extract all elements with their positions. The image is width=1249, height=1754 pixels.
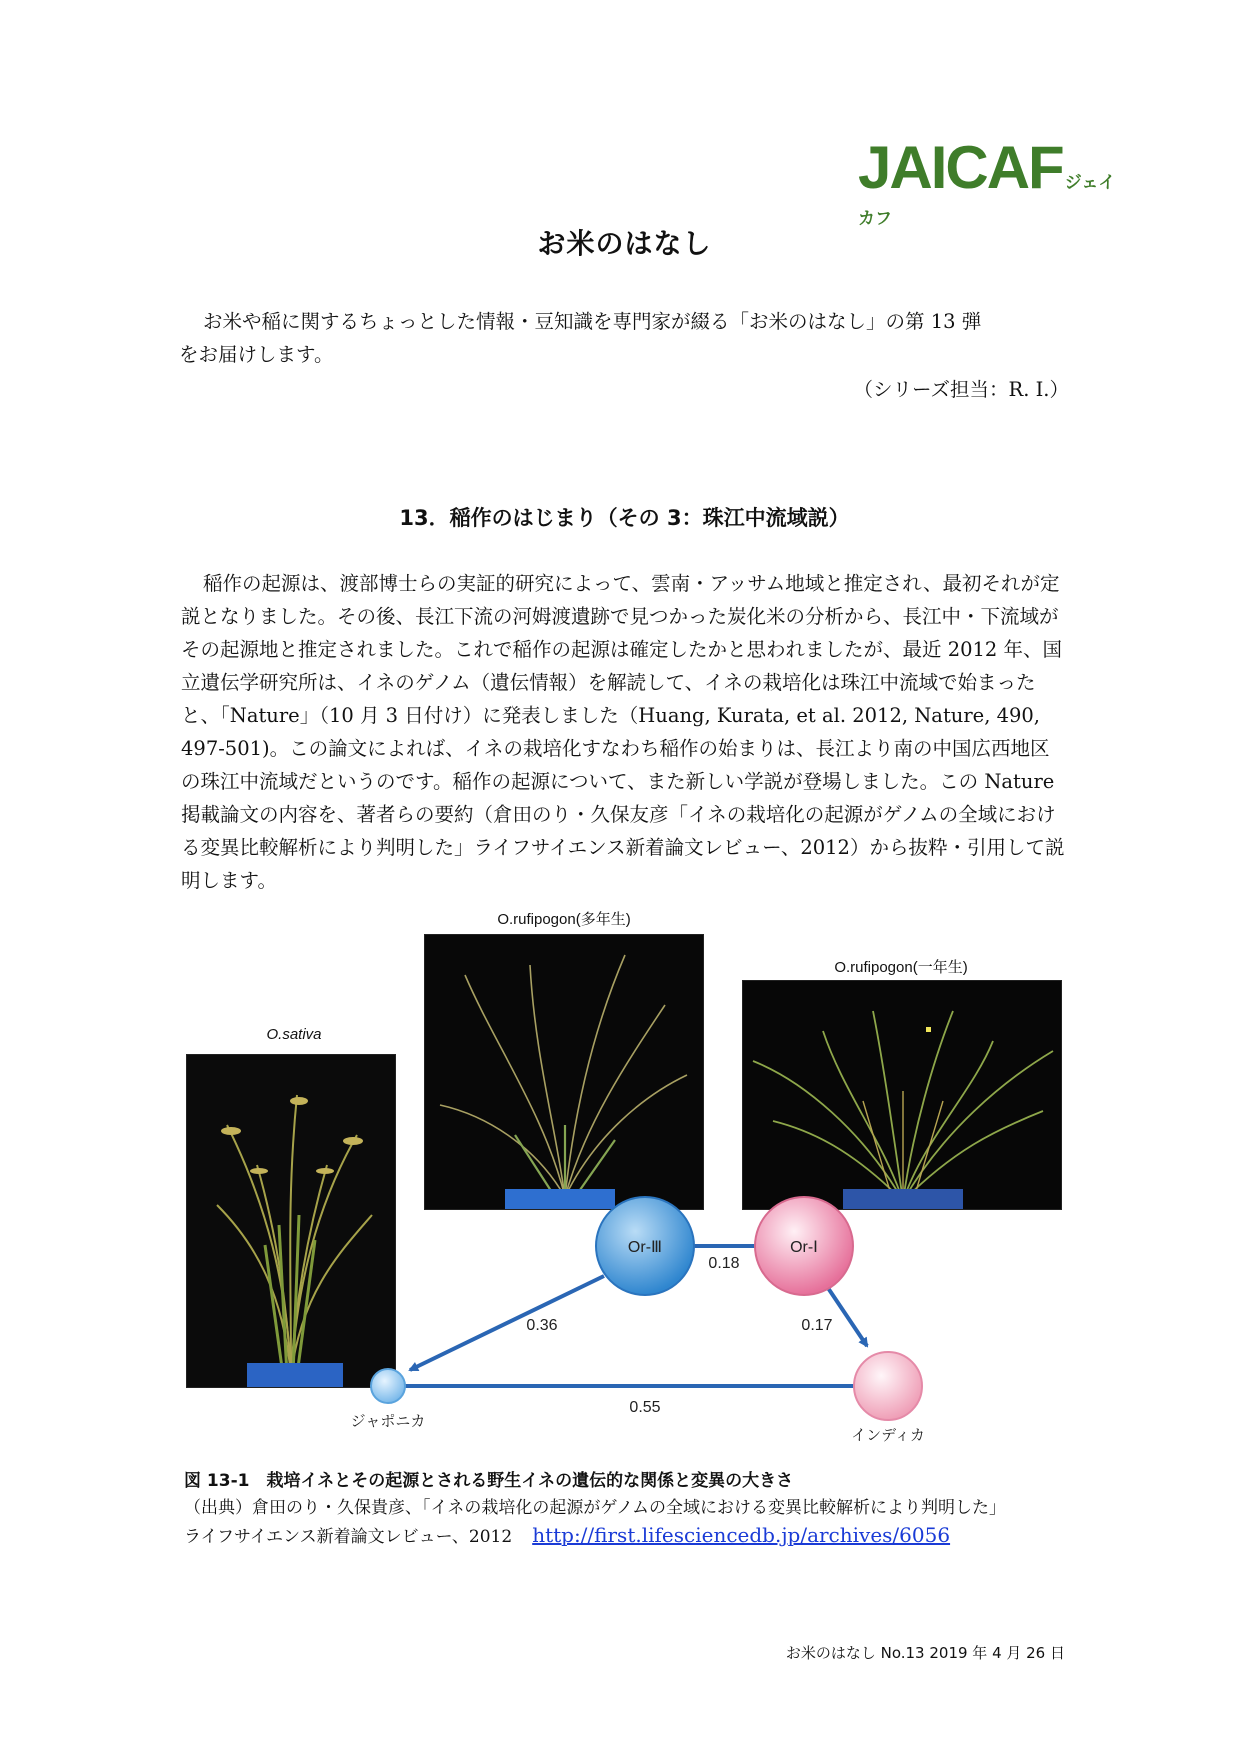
node-label-japonica: ジャポニカ	[350, 1413, 426, 1430]
edge-or3-japonica	[410, 1276, 604, 1370]
node-japonica	[371, 1369, 405, 1403]
distance-or3-or1: 0.18	[708, 1255, 740, 1272]
page-footer: お米のはなし No.13 2019 年 4 月 26 日	[785, 1644, 1065, 1662]
section-title: 13．稲作のはじまり（その 3：珠江中流域説）	[399, 506, 850, 530]
body-paragraph: 稲作の起源は、渡部博士らの実証的研究によって、雲南・アッサム地域と推定され、最初それが定説となりました。その後、長江下流の河姆渡遺跡で見つかった炭化米の分析から、長江中・下流域がその起源地と推定されました。これで稲作の起源は確定したかと思われましたが、最近 2012 年、国立遺伝学研究所は、イネのゲノム（遺伝情報）を解読して、イネの栽培化は珠江中流域で始まったと、「Nature」（10 月 3 日付け）に発表しました（Huang, Kurata, et al. 2012, Nature, 490, 497-501)。この論文によれば、イネの栽培化すなわち稲作の始まりは、長江より南の中国広西地区の珠江中流域だというのです。稲作の起源について、また新しい学説が登場しました。この Nature 掲載論文の内容を、著者らの要約（倉田のり・久保友彦「イネの栽培化の起源がゲノムの全域における変異比較解析により判明した」ライフサイエンス新着論文レビュー、2012）から抜粋・引用して説明します。	[181, 572, 1065, 892]
caption-line-3-wrap	[184, 1522, 1124, 1551]
caption-line-2: （出典）倉田のり・久保貴彦、「イネの栽培化の起源がゲノムの全域における変異比較解析により判明した」	[184, 1498, 1006, 1518]
distance-japonica-indica: 0.55	[629, 1399, 661, 1416]
document-title: お米のはなし	[537, 227, 712, 260]
intro-line-2: をお届けします。	[179, 343, 334, 366]
edge-or1-indica	[824, 1282, 867, 1346]
series-credit: （シリーズ担当：R. I.）	[853, 378, 1069, 401]
node-label-or3: Or-Ⅲ	[627, 1239, 663, 1256]
figure-caption	[184, 1468, 1124, 1551]
logo-kana: ジェイカフ	[858, 173, 1116, 229]
distance-or1-indica: 0.17	[801, 1317, 833, 1334]
caption-line-3: ライフサイエンス新着論文レビュー、2012	[184, 1527, 513, 1547]
source-link[interactable]: http://first.lifesciencedb.jp/archives/6056	[532, 1523, 951, 1547]
photo-label-rufipogon-perennial: O.rufipogon(多年生)	[497, 911, 631, 928]
distance-or3-japonica: 0.36	[526, 1317, 558, 1334]
node-label-indica: インディカ	[851, 1427, 925, 1444]
photo-label-sativa: O.sativa	[266, 1026, 322, 1043]
node-label-or1: Or-Ⅰ	[790, 1239, 818, 1256]
caption-line-1: 図 13-1 栽培イネとその起源とされる野生イネの遺伝的な関係と変異の大きさ	[184, 1471, 794, 1491]
logo-mark: JAICAF	[858, 134, 1063, 201]
photo-label-rufipogon-annual: O.rufipogon(一年生)	[834, 959, 968, 976]
node-indica	[854, 1352, 922, 1420]
intro-line-1: お米や稲に関するちょっとした情報・豆知識を専門家が綴る「お米のはなし」の第 13 弾	[203, 310, 982, 333]
